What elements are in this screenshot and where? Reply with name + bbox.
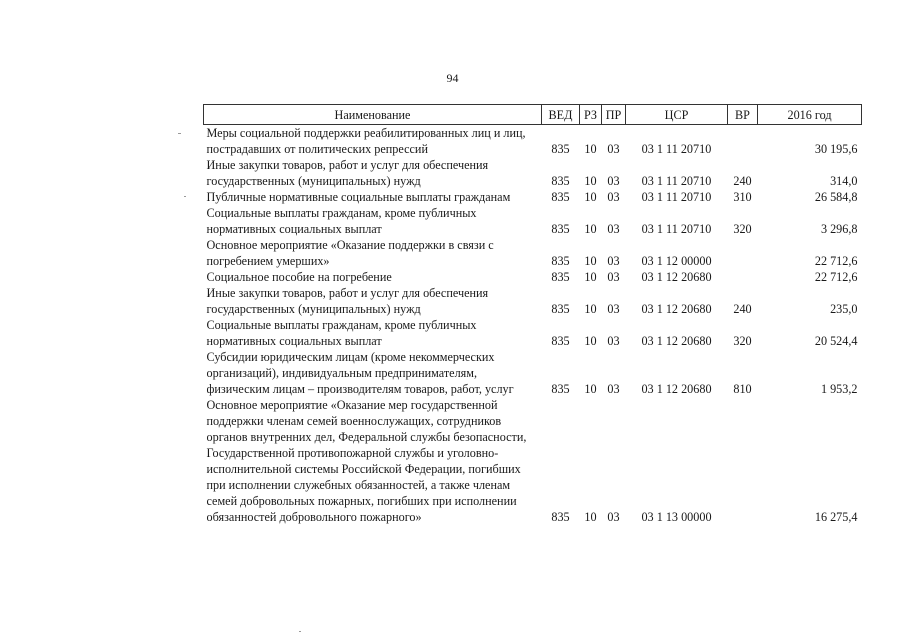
row-amount: 22 712,6: [814, 254, 858, 268]
row-amount: 22 712,6: [814, 270, 858, 284]
row-amount: 235,0: [830, 302, 858, 316]
row-ved: 835: [551, 334, 570, 348]
row-ved: 835: [551, 270, 570, 284]
header-vr: ВР: [728, 105, 758, 125]
row-ved: 835: [551, 190, 570, 204]
row-vr: [728, 397, 758, 525]
row-rz: 10: [584, 334, 597, 348]
row-ved: 835: [551, 174, 570, 188]
row-ved: 835: [551, 142, 570, 156]
row-amount: 3 296,8: [820, 222, 858, 236]
row-vr: [728, 237, 758, 269]
row-name: Иные закупки товаров, работ и услуг для обеспечения государственных (муниципальных) нужд: [206, 158, 489, 188]
row-csr: 03 1 11 20710: [641, 190, 712, 204]
row-rz: 10: [584, 302, 597, 316]
row-amount: 26 584,8: [814, 190, 858, 204]
row-name: Меры социальной поддержки реабилитированных лиц и лиц, пострадавших от политических репрессий: [206, 126, 526, 156]
header-ved: ВЕД: [542, 105, 580, 125]
row-amount: 1 953,2: [820, 382, 858, 396]
row-csr: 03 1 11 20710: [641, 174, 712, 188]
header-name: Наименование: [204, 105, 542, 125]
row-rz: 10: [584, 142, 597, 156]
row-rz: 10: [584, 190, 597, 204]
row-amount: 314,0: [830, 174, 858, 188]
row-amount: 20 524,4: [814, 334, 858, 348]
row-vr: 310: [733, 190, 752, 204]
row-rz: 10: [584, 382, 597, 396]
row-vr: 320: [733, 222, 752, 236]
row-vr: 240: [733, 174, 752, 188]
row-ved: 835: [551, 382, 570, 396]
table-row: [204, 189, 862, 205]
row-csr: 03 1 11 20710: [641, 142, 712, 156]
table-row: [204, 157, 862, 189]
row-name: Социальные выплаты гражданам, кроме публичных нормативных социальных выплат: [206, 318, 477, 348]
row-csr: 03 1 13 00000: [641, 510, 712, 524]
row-name: Социальное пособие на погребение: [206, 270, 392, 284]
row-rz: 10: [584, 510, 597, 524]
row-rz: 10: [584, 254, 597, 268]
row-csr: 03 1 12 20680: [641, 334, 712, 348]
row-rz: 10: [584, 174, 597, 188]
row-pr: 03: [607, 510, 620, 524]
row-pr: 03: [607, 142, 620, 156]
table-row: [204, 269, 862, 285]
table-row: [204, 125, 862, 158]
table-row: [204, 205, 862, 237]
row-vr: 240: [733, 302, 752, 316]
row-vr: [728, 269, 758, 285]
budget-table: [203, 104, 862, 525]
table-header-row: [204, 105, 862, 125]
row-ved: 835: [551, 254, 570, 268]
page-number: 94: [446, 71, 459, 85]
row-csr: 03 1 12 20680: [641, 302, 712, 316]
row-amount: 30 195,6: [814, 142, 858, 156]
table-row: [204, 397, 862, 525]
row-name: Субсидии юридическим лицам (кроме некоммерческих организаций), индивидуальным предпринимателям, физическим лицам – производителям товаров, работ, услуг: [206, 350, 514, 396]
row-pr: 03: [607, 190, 620, 204]
scan-speck: [184, 196, 186, 197]
table-row: [204, 317, 862, 349]
row-name: Социальные выплаты гражданам, кроме публичных нормативных социальных выплат: [206, 206, 477, 236]
row-ved: 835: [551, 510, 570, 524]
row-csr: 03 1 12 00000: [641, 254, 712, 268]
row-pr: 03: [607, 222, 620, 236]
scan-speck: [299, 631, 301, 632]
row-pr: 03: [607, 382, 620, 396]
table-row: [204, 285, 862, 317]
row-amount: 16 275,4: [814, 510, 858, 524]
row-csr: 03 1 12 20680: [641, 270, 712, 284]
row-csr: 03 1 12 20680: [641, 382, 712, 396]
header-pr: ПР: [602, 105, 626, 125]
table-row: [204, 237, 862, 269]
row-ved: 835: [551, 302, 570, 316]
row-name: Публичные нормативные социальные выплаты гражданам: [206, 190, 511, 204]
row-pr: 03: [607, 270, 620, 284]
row-pr: 03: [607, 174, 620, 188]
row-pr: 03: [607, 302, 620, 316]
header-amount: 2016 год: [758, 105, 862, 125]
row-vr: 320: [733, 334, 752, 348]
row-csr: 03 1 11 20710: [641, 222, 712, 236]
row-pr: 03: [607, 334, 620, 348]
row-name: Основное мероприятие «Оказание мер государственной поддержки членам семей военнослужащих, сотрудников органов внутренних дел, Федеральной службы безопасности, Государственной противопожарной службы и уголовно-исполнительной системы Российской Федерации, погибших при исполнении служебных обязанностей, а также членам семей добровольных пожарных, погибших при исполнении обязанностей добровольного пожарного»: [206, 398, 527, 524]
row-name: Основное мероприятие «Оказание поддержки в связи с погребением умерших»: [206, 238, 494, 268]
row-name: Иные закупки товаров, работ и услуг для обеспечения государственных (муниципальных) нужд: [206, 286, 489, 316]
header-rz: РЗ: [580, 105, 602, 125]
row-pr: 03: [607, 254, 620, 268]
row-vr: [728, 125, 758, 158]
row-rz: 10: [584, 270, 597, 284]
scan-speck: [178, 133, 181, 134]
row-vr: 810: [733, 382, 752, 396]
header-csr: ЦСР: [626, 105, 728, 125]
table-row: [204, 349, 862, 397]
row-rz: 10: [584, 222, 597, 236]
row-ved: 835: [551, 222, 570, 236]
